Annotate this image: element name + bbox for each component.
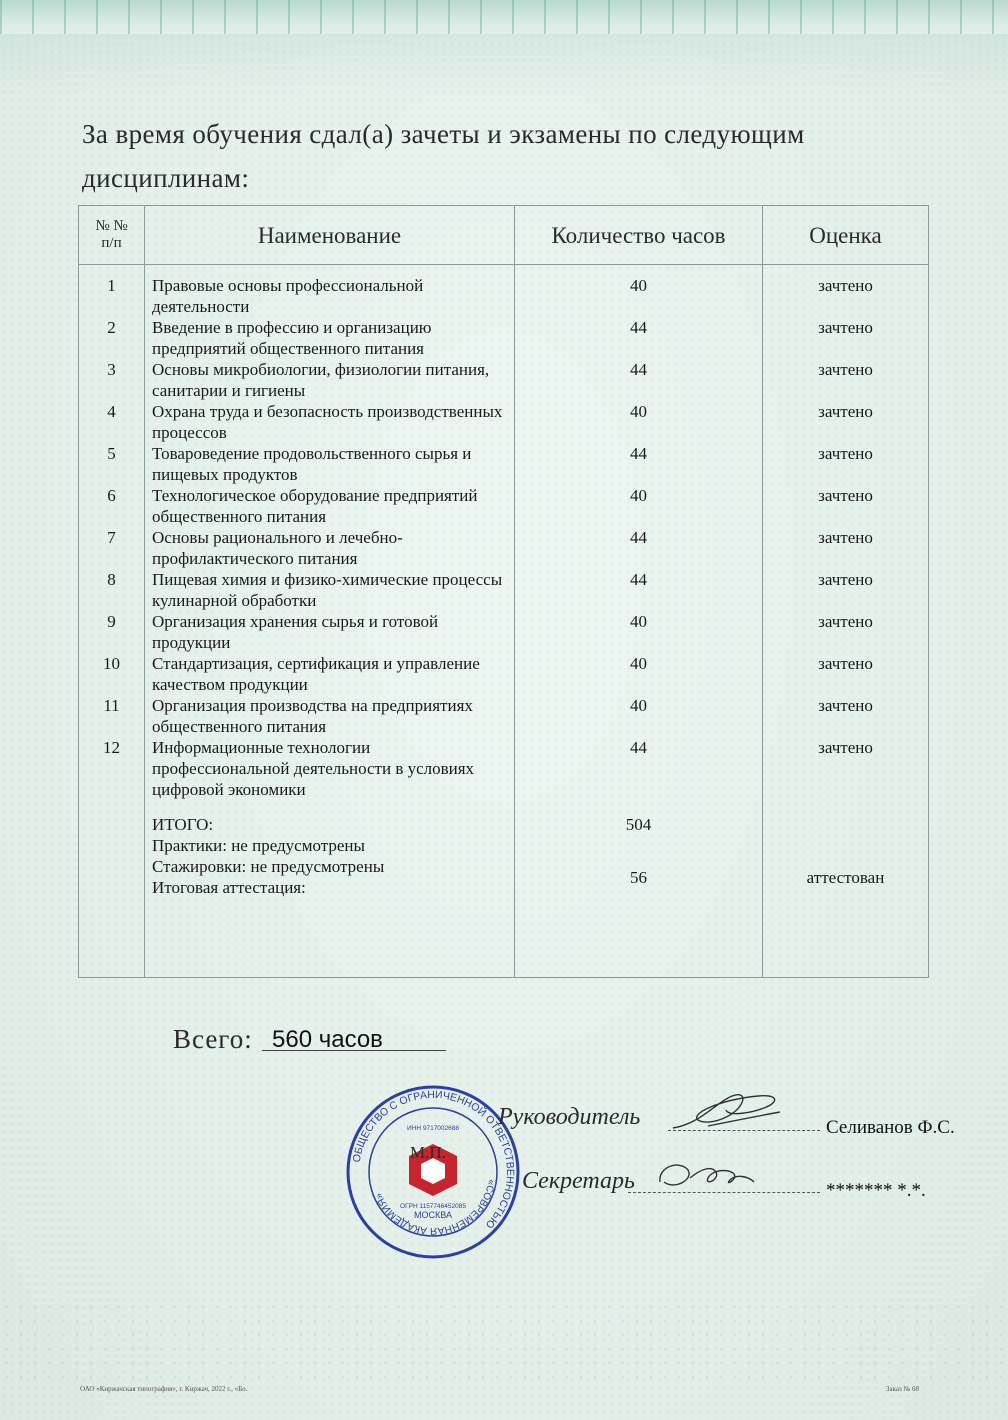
secretary-signature — [650, 1152, 760, 1196]
row-hours: 40 — [630, 612, 647, 631]
summary-attestation-label: Итоговая аттестация: — [152, 878, 306, 897]
row-grade: зачтено — [818, 360, 873, 379]
total-label: Всего: — [173, 1024, 253, 1054]
row-hours: 40 — [630, 276, 647, 295]
summary-spacer — [763, 814, 928, 846]
row-number: 3 — [107, 360, 116, 379]
head-name: Селиванов Ф.С. — [826, 1117, 955, 1138]
decorative-top-border — [0, 0, 1008, 34]
row-grade: зачтено — [818, 696, 873, 715]
header-number-line2: п/п — [101, 235, 122, 251]
row-hours: 40 — [630, 654, 647, 673]
column-hours — [515, 265, 763, 978]
row-number: 1 — [107, 276, 116, 295]
row-discipline-name: Введение в профессию и организацию предприятий общественного питания — [152, 318, 432, 358]
row-number: 10 — [103, 654, 120, 673]
head-signature — [668, 1086, 788, 1136]
summary-spacer — [763, 846, 928, 867]
row-discipline-name: Пищевая химия и физико-химические процессы кулинарной обработки — [152, 570, 503, 610]
summary-attestation-grade: аттестован — [806, 868, 885, 887]
row-number: 4 — [107, 402, 116, 421]
column-grades — [763, 265, 929, 978]
row-number: 2 — [107, 318, 116, 337]
stamp-inner-text: «СОВРЕМЕННАЯ АКАДЕМИЯ» — [373, 1178, 497, 1237]
row-hours: 44 — [630, 570, 647, 589]
row-discipline-name: Основы рационального и лечебно-профилактического питания — [152, 528, 403, 568]
summary-itogo-hours: 504 — [625, 815, 652, 834]
column-names — [145, 265, 515, 978]
row-grade: зачтено — [818, 738, 873, 757]
row-grade: зачтено — [818, 654, 873, 673]
row-hours: 40 — [630, 696, 647, 715]
secretary-name: ******* *.*. — [826, 1180, 926, 1201]
row-hours: 44 — [630, 528, 647, 547]
row-discipline-name: Информационные технологии профессиональной деятельности в условиях цифровой экономики — [152, 738, 475, 799]
summary-practice: Практики: не предусмотрены — [152, 836, 365, 855]
row-number: 12 — [103, 738, 120, 757]
row-hours: 44 — [630, 738, 647, 757]
row-grade: зачтено — [818, 444, 873, 463]
stamp-outer-text: ОБЩЕСТВО С ОГРАНИЧЕННОЙ ОТВЕТСТВЕННОСТЬЮ — [350, 1088, 517, 1231]
row-grade: зачтено — [818, 402, 873, 421]
column-numbers — [79, 265, 145, 978]
summary-spacer — [515, 800, 762, 814]
header-number-line1: № № — [95, 218, 128, 234]
row-number: 5 — [107, 444, 116, 463]
row-discipline-name: Основы микробиологии, физиологии питания, санитарии и гигиены — [152, 360, 490, 400]
stamp-inn: ИНН 9717002688 — [406, 1125, 460, 1132]
summary-attestation-hours: 56 — [630, 868, 647, 887]
head-role-label: Руководитель — [498, 1104, 641, 1130]
row-number: 6 — [107, 486, 116, 505]
header-number — [79, 206, 145, 265]
summary-internship: Стажировки: не предусмотрены — [152, 857, 385, 876]
header-name: Наименование — [145, 206, 515, 265]
page-heading: За время обучения сдал(а) зачеты и экзамены по следующим дисциплинам: — [82, 119, 805, 193]
row-discipline-name: Товароведение продовольственного сырья и пищевых продуктов — [152, 444, 472, 484]
row-hours: 40 — [630, 402, 647, 421]
row-hours: 44 — [630, 318, 647, 337]
header-grade: Оценка — [763, 206, 929, 265]
stamp-city: МОСКВА — [414, 1210, 452, 1220]
row-grade: зачтено — [818, 570, 873, 589]
summary-spacer — [145, 800, 514, 814]
row-hours: 44 — [630, 360, 647, 379]
organization-stamp — [345, 1084, 521, 1260]
row-number: 7 — [107, 528, 116, 547]
row-hours: 44 — [630, 444, 647, 463]
row-grade: зачтено — [818, 318, 873, 337]
row-discipline-name: Организация производства на предприятиях общественного питания — [152, 696, 473, 736]
summary-itogo-label: ИТОГО: — [152, 815, 214, 834]
row-number: 11 — [103, 696, 120, 715]
row-discipline-name: Организация хранения сырья и готовой продукции — [152, 612, 439, 652]
footer-order: Заказ № 68 — [886, 1385, 919, 1393]
secretary-role-label: Секретарь — [522, 1168, 635, 1194]
row-grade: зачтено — [818, 276, 873, 295]
disciplines-table — [78, 205, 929, 978]
total-value: 560 часов — [272, 1026, 383, 1053]
row-grade: зачтено — [818, 486, 873, 505]
row-discipline-name: Стандартизация, сертификация и управление качеством продукции — [152, 654, 480, 694]
seal-mark: М.П. — [410, 1143, 446, 1162]
row-discipline-name: Охрана труда и безопасность производственных процессов — [152, 402, 503, 442]
header-hours: Количество часов — [515, 206, 763, 265]
row-number: 9 — [107, 612, 116, 631]
summary-spacer — [763, 800, 928, 814]
decorative-top-shade — [0, 34, 1008, 94]
decorative-bottom-band — [0, 1300, 1008, 1380]
row-discipline-name: Правовые основы профессиональной деятельности — [152, 276, 424, 316]
row-grade: зачтено — [818, 612, 873, 631]
row-hours: 40 — [630, 486, 647, 505]
row-grade: зачтено — [818, 528, 873, 547]
row-discipline-name: Технологическое оборудование предприятий общественного питания — [152, 486, 478, 526]
summary-spacer — [79, 800, 144, 814]
row-number: 8 — [107, 570, 116, 589]
summary-spacer — [515, 846, 762, 867]
stamp-ogrn: ОГРН 1157746452085 — [400, 1203, 466, 1210]
footer-printer: ОАО «Киржачская типография», г. Киржач, 2022 г., «Бо. — [80, 1385, 248, 1393]
